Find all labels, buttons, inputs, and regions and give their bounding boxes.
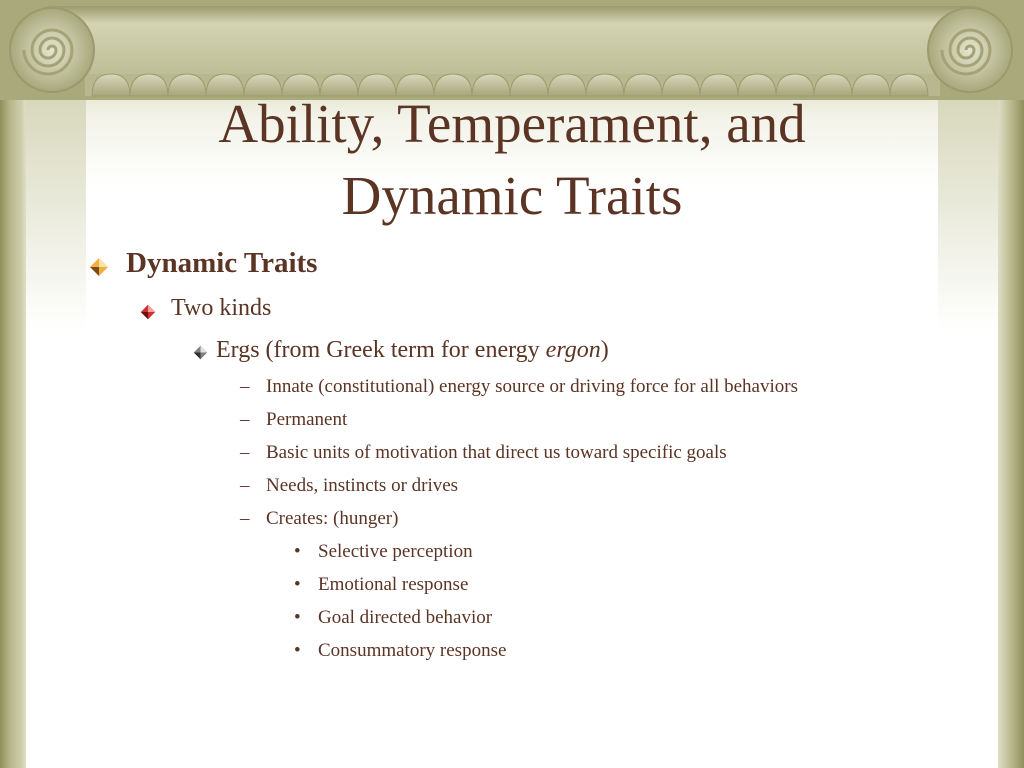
- list-item: Emotional response: [318, 574, 469, 595]
- diamond-bullet-icon-gray: [193, 345, 208, 360]
- dash-marker: –: [240, 409, 250, 430]
- list-item: Consummatory response: [318, 640, 507, 661]
- ergon-italic: ergon: [545, 337, 601, 363]
- bullet-two-kinds: Two kinds: [171, 295, 272, 321]
- diamond-bullet-icon-orange: [89, 257, 109, 277]
- bullet-ergs: [216, 337, 609, 364]
- bullet-marker: •: [294, 574, 301, 595]
- title-line-1: Ability, Temperament, and: [218, 93, 806, 154]
- list-item: Selective perception: [318, 541, 473, 562]
- list-item: Needs, instincts or drives: [266, 475, 459, 496]
- dash-marker: –: [240, 475, 250, 496]
- title-line-2: Dynamic Traits: [341, 165, 683, 226]
- list-item: Innate (constitutional) energy source or driving force for all behaviors: [266, 376, 798, 397]
- bullet-marker: •: [294, 541, 301, 562]
- bullet-dynamic-traits: Dynamic Traits: [126, 247, 318, 279]
- ergs-close: ): [600, 337, 609, 363]
- dash-marker: –: [240, 508, 250, 529]
- list-item: Goal directed behavior: [318, 607, 493, 628]
- list-item: Creates: (hunger): [266, 508, 399, 529]
- diamond-bullet-icon-red: [140, 304, 156, 320]
- dash-marker: –: [240, 376, 250, 397]
- list-item: Basic units of motivation that direct us toward specific goals: [266, 442, 727, 463]
- dash-marker: –: [240, 442, 250, 463]
- list-item: Permanent: [266, 409, 348, 430]
- ergs-text: Ergs (from Greek term for energy: [216, 337, 546, 363]
- bullet-marker: •: [294, 607, 301, 628]
- bullet-marker: •: [294, 640, 301, 661]
